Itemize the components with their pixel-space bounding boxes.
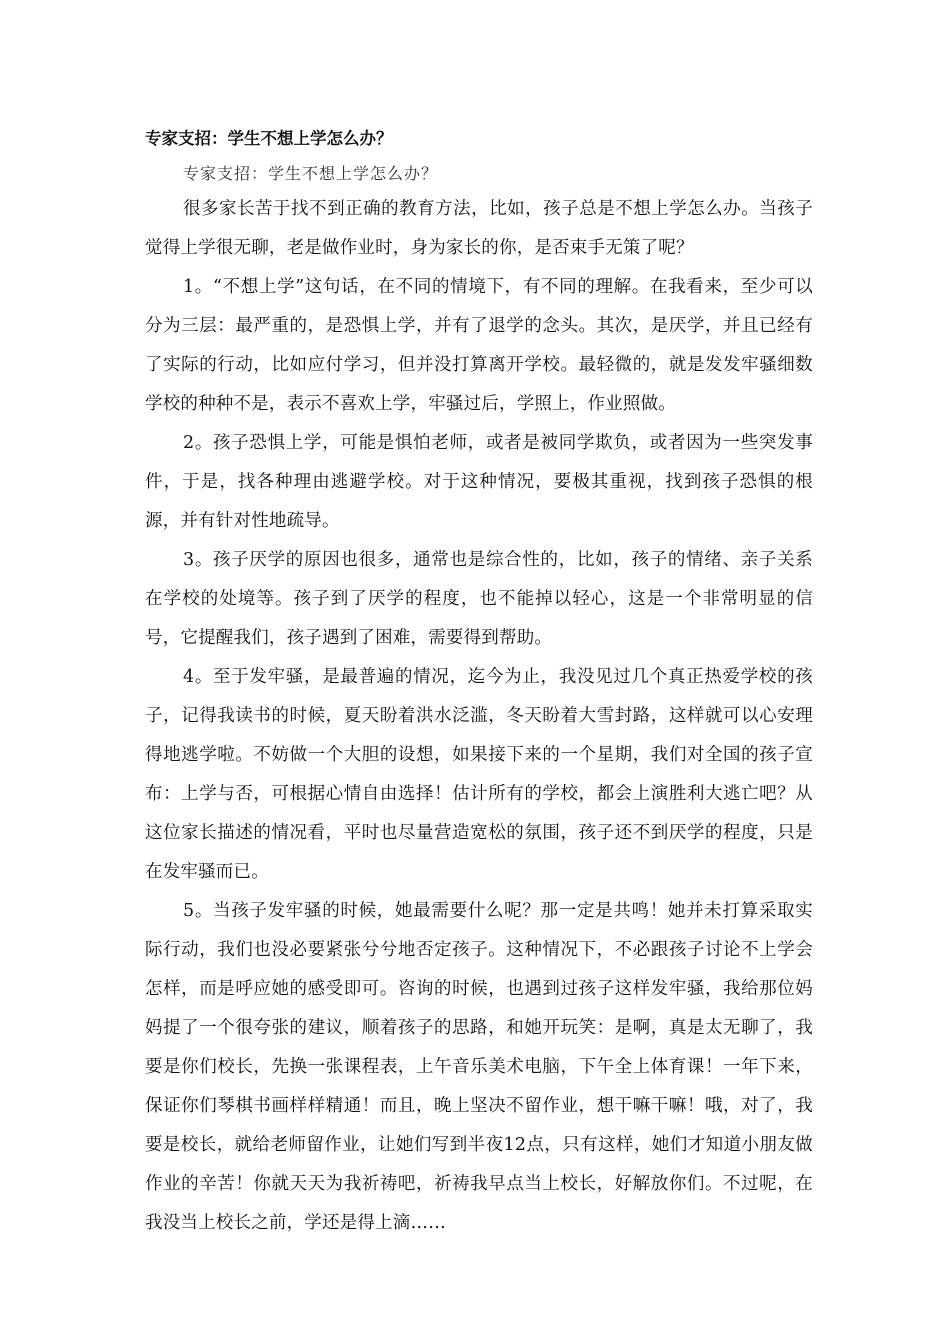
paragraph-3: 3。孩子厌学的原因也很多，通常也是综合性的，比如，孩子的情绪、亲子关系在学校的处境等。孩子到了厌学的程度，也不能掉以轻心，这是一个非常明显的信号，它提醒我们，孩子遇到了困难，需要得到帮助。 <box>145 550 813 648</box>
paragraph-5: 5。当孩子发牢骚的时候，她最需要什么呢？那一定是共鸣！她并未打算采取实际行动，我们也没必要紧张兮兮地否定孩子。这种情况下，不必跟孩子讨论不上学会怎样，而是呼应她的感受即可。咨询的时候，也遇到过孩子这样发牢骚，我给那位妈妈提了一个很夸张的建议，顺着孩子的思路，和她开玩笑：是啊，真是太无聊了，我要是你们校长，先换一张课程表，上午音乐美术电脑，下午全上体育课！一年下来，保证你们琴棋书画样样精通！而且，晚上坚决不留作业，想干嘛干嘛！哦，对了，我要是校长，就给老师留作业，让她们写到半夜12点，只有这样，她们才知道小朋友做作业的辛苦！你就天天为我祈祷吧，祈祷我早点当上校长，好解放你们。不过呢，在我没当上校长之前，学还是得上滴…… <box>145 901 813 1233</box>
document-title: 专家支招：学生不想上学怎么办？ <box>145 129 393 148</box>
paragraph-1: 1。“不想上学”这句话，在不同的情境下，有不同的理解。在我看来，至少可以分为三层：最严重的，是恐惧上学，并有了退学的念头。其次，是厌学，并且已经有了实际的行动，比如应付学习，但并没打算离开学校。最轻微的，就是发发牢骚细数学校的种种不是，表示不喜欢上学，牢骚过后，学照上，作业照做。 <box>145 277 813 414</box>
paragraph-2: 2。孩子恐惧上学，可能是惧怕老师，或者是被同学欺负，或者因为一些突发事件，于是，找各种理由逃避学校。对于这种情况，要极其重视，找到孩子恐惧的根源，并有针对性地疏导。 <box>145 433 813 531</box>
document-page <box>145 126 813 1243</box>
paragraph-4: 4。至于发牢骚，是最普遍的情况，迄今为止，我没见过几个真正热爱学校的孩子，记得我读书的时候，夏天盼着洪水泛滥，冬天盼着大雪封路，这样就可以心安理得地逃学啦。不妨做一个大胆的设想，如果接下来的一个星期，我们对全国的孩子宣布：上学与否，可根据心情自由选择！估计所有的学校，都会上演胜利大逃亡吧？从这位家长描述的情况看，平时也尽量营造宽松的氛围，孩子还不到厌学的程度，只是在发牢骚而已。 <box>145 667 813 882</box>
paragraph-intro: 很多家长苦于找不到正确的教育方法，比如，孩子总是不想上学怎么办。当孩子觉得上学很无聊，老是做作业时，身为家长的你，是否束手无策了呢？ <box>145 199 813 258</box>
document-subtitle: 专家支招：学生不想上学怎么办？ <box>183 164 439 183</box>
